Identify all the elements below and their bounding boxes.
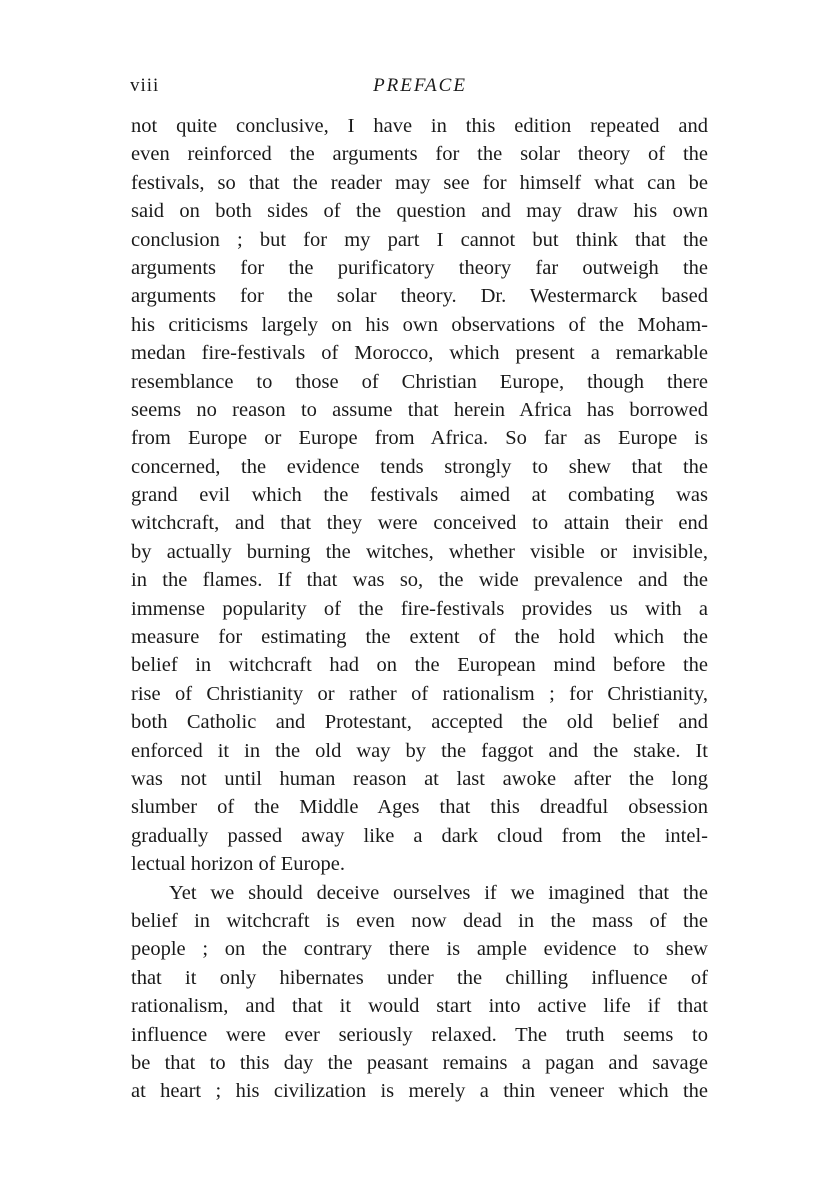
text-line: arguments for the solar theory. Dr. Westermarck based [131, 285, 708, 308]
paragraph-1 [131, 112, 708, 879]
text-line: belief in witchcraft had on the European mind before the [131, 654, 708, 677]
text-line: from Europe or Europe from Africa. So far as Europe is [131, 427, 708, 450]
page-number: viii [130, 75, 160, 96]
text-line: by actually burning the witches, whether visible or invisible, [131, 540, 708, 563]
text-line: both Catholic and Protestant, accepted the old belief and [131, 711, 708, 734]
text-line: immense popularity of the fire-festivals provides us with a [131, 597, 708, 620]
text-line: measure for estimating the extent of the hold which the [131, 626, 708, 649]
paragraph-2 [131, 879, 708, 1106]
text-line: his criticisms largely on his own observations of the Moham- [131, 313, 708, 336]
text-line: be that to this day the peasant remains a pagan and savage [131, 1051, 708, 1074]
text-line: even reinforced the arguments for the solar theory of the [131, 143, 708, 166]
text-line: rationalism, and that it would start into active life if that [131, 995, 708, 1018]
text-line: festivals, so that the reader may see for himself what can be [131, 171, 708, 194]
text-line: enforced it in the old way by the faggot and the stake. It [131, 739, 708, 762]
text-line: resemblance to those of Christian Europe, though there [131, 370, 708, 393]
text-line: at heart ; his civilization is merely a thin veneer which the [131, 1080, 708, 1103]
text-line: witchcraft, and that they were conceived to attain their end [131, 512, 708, 535]
body-text [131, 112, 708, 1106]
text-line: lectual horizon of Europe. [131, 853, 346, 876]
text-line: not quite conclusive, I have in this edition repeated and [131, 115, 708, 137]
text-line: in the flames. If that was so, the wide prevalence and the [131, 569, 708, 592]
running-title: PREFACE [373, 75, 467, 96]
text-line: Yet we should deceive ourselves if we imagined that the [169, 881, 708, 904]
text-line: seems no reason to assume that herein Africa has borrowed [131, 398, 708, 421]
text-line: said on both sides of the question and may draw his own [131, 200, 708, 223]
text-line: concerned, the evidence tends strongly to shew that the [131, 455, 708, 478]
text-line: gradually passed away like a dark cloud from the intel- [131, 824, 708, 847]
text-line: grand evil which the festivals aimed at combating was [131, 484, 708, 507]
text-line: slumber of the Middle Ages that this dreadful obsession [131, 796, 708, 819]
text-line: medan fire-festivals of Morocco, which present a remarkable [131, 342, 708, 365]
page-header [130, 75, 710, 103]
text-line: influence were ever seriously relaxed. The truth seems to [131, 1023, 708, 1046]
text-line: conclusion ; but for my part I cannot but think that the [131, 228, 708, 251]
text-line: arguments for the purificatory theory far outweigh the [131, 256, 708, 279]
text-line: people ; on the contrary there is ample evidence to shew [131, 938, 708, 961]
text-line: was not until human reason at last awoke after the long [131, 767, 708, 790]
text-line: that it only hibernates under the chilling influence of [131, 966, 708, 989]
text-line: belief in witchcraft is even now dead in the mass of the [131, 909, 708, 932]
text-line: rise of Christianity or rather of rationalism ; for Christianity, [131, 682, 708, 705]
